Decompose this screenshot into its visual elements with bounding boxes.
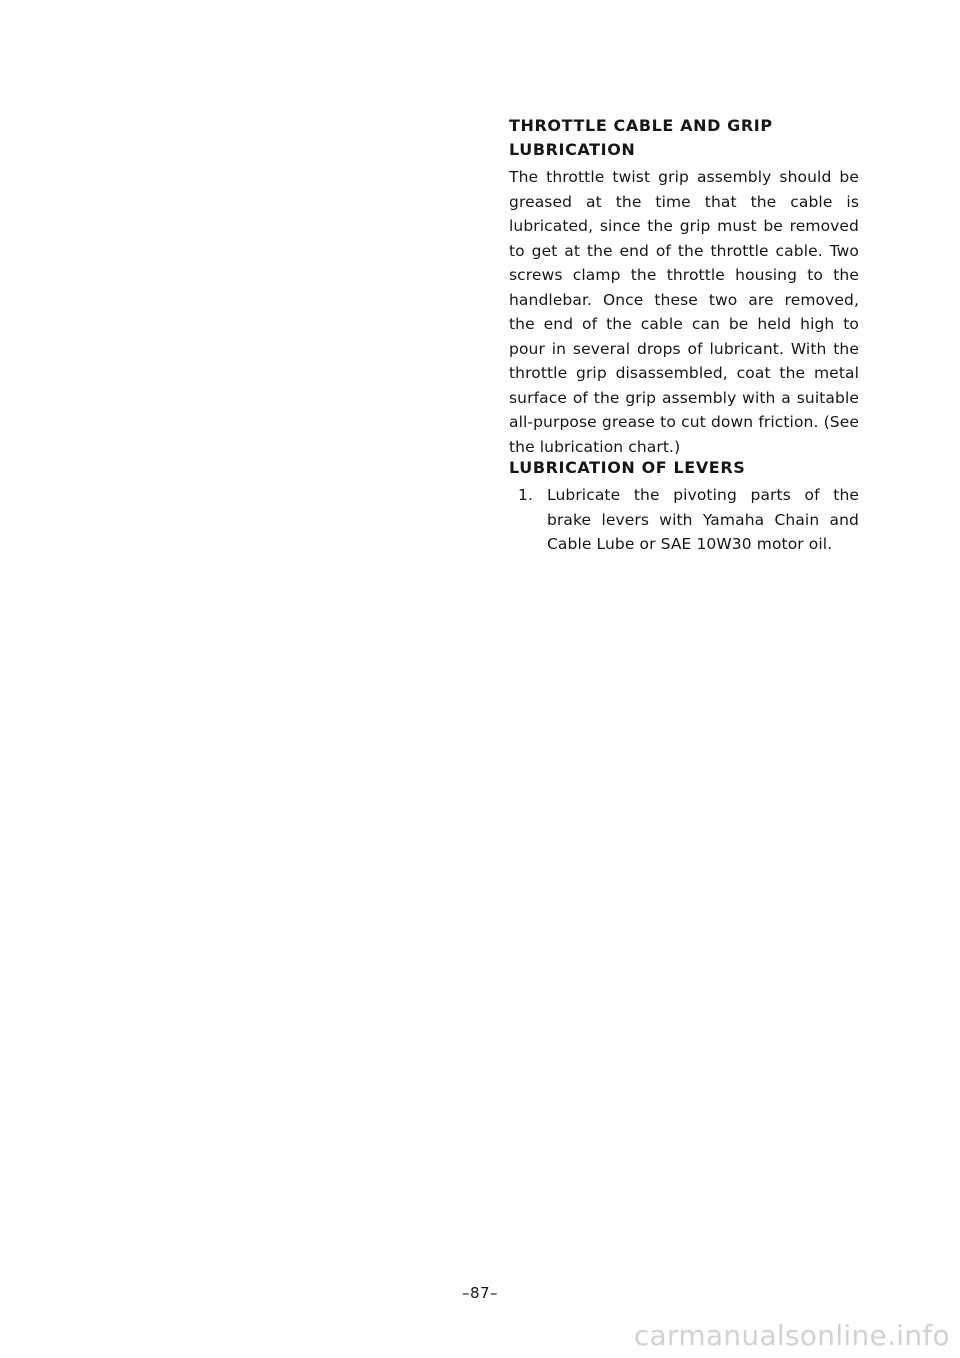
throttle-section [509,114,859,459]
throttle-heading: THROTTLE CABLE AND GRIP LUBRICATION [509,116,773,159]
list-item [509,483,859,557]
levers-section [509,456,859,557]
list-item-text: Lubricate the pivoting parts of the brake levers with Yamaha Chain and Cable Lube or SAE 10W30 motor oil. [547,486,859,553]
levers-list [509,483,859,557]
list-item-number: 1. [518,486,533,504]
throttle-body-paragraph: The throttle twist grip assembly should be greased at the time that the cable is lubricated, since the grip must be removed to get at the end of the throttle cable. Two screws clamp the throttle housing to the handlebar. Once these two are removed, the end of the cable can be held high to pour in several drops of lubricant. With the throttle grip disassembled, coat the metal surface of the grip assembly with a suitable all-purpose grease to cut down friction. (See the lubrication chart.) [509,168,859,456]
page-number: –87– [461,1284,499,1302]
levers-heading: LUBRICATION OF LEVERS [509,458,746,477]
watermark: carmanualsonline.info [633,1319,950,1352]
